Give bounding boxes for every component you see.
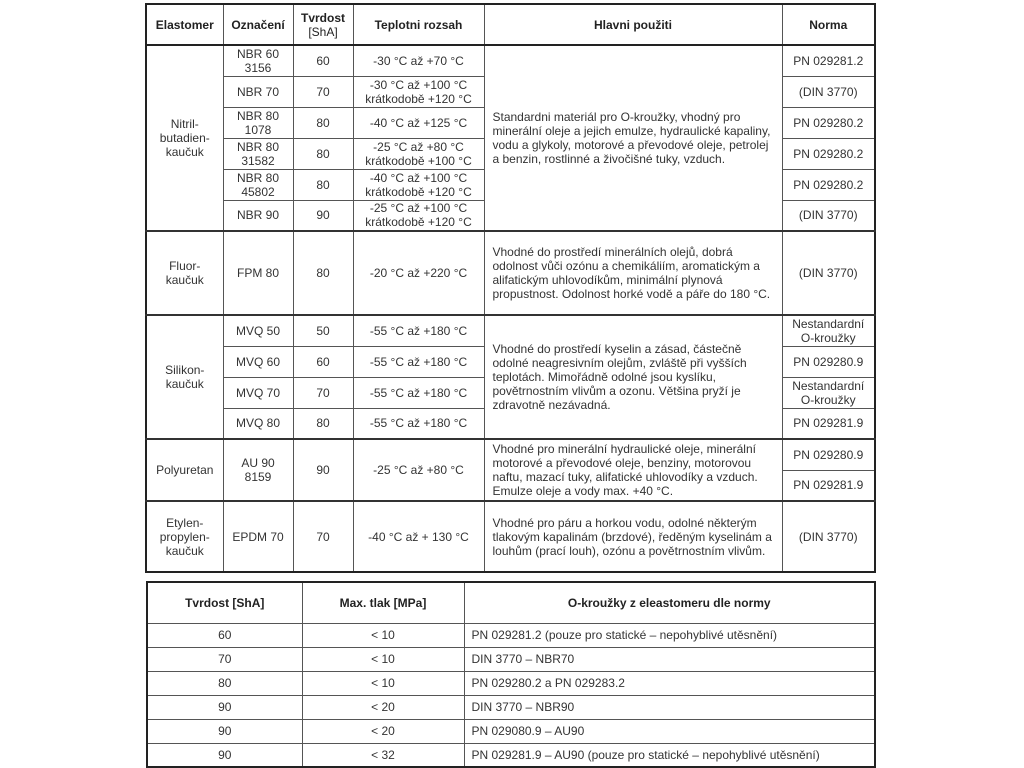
- pressure-table-body: [147, 623, 875, 767]
- norma-cell: PN 029280.9: [782, 439, 875, 470]
- teplota-cell: -55 °C až +180 °C: [353, 346, 484, 377]
- teplota-cell: -25 °C až +80 °C: [353, 439, 484, 501]
- header-o-krouzky-norma: O-kroužky z eleastomeru dle normy: [464, 582, 875, 623]
- tvrdost-cell: 70: [293, 76, 353, 107]
- norma-cell: PN 029281.2 (pouze pro statické – nepohyblivé utěsnění): [464, 623, 875, 647]
- norma-cell: PN 029280.2 a PN 029283.2: [464, 671, 875, 695]
- oznaceni-cell: MVQ 60: [223, 346, 293, 377]
- tvrdost-cell: 90: [147, 719, 302, 743]
- tvrdost-cell: 90: [293, 200, 353, 231]
- max-tlak-cell: < 10: [302, 623, 464, 647]
- table-row: [146, 439, 875, 470]
- elastomer-table-header: [146, 4, 875, 45]
- teplota-cell: -55 °C až +180 °C: [353, 377, 484, 408]
- header-tvrdost: [293, 4, 353, 45]
- elastomer-cell: Fluor- kaučuk: [146, 231, 223, 315]
- table-row: [147, 671, 875, 695]
- oznaceni-cell: NBR 80 45802: [223, 169, 293, 200]
- elastomer-table: [145, 3, 876, 573]
- tvrdost-cell: 90: [147, 695, 302, 719]
- header-pouziti: Hlavni použiti: [484, 4, 782, 45]
- tvrdost-cell: 80: [293, 138, 353, 169]
- table-row: [147, 647, 875, 671]
- table-row: [147, 623, 875, 647]
- tvrdost-cell: 60: [147, 623, 302, 647]
- table-row: [146, 315, 875, 346]
- norma-cell: PN 029280.2: [782, 138, 875, 169]
- tvrdost-cell: 80: [293, 231, 353, 315]
- max-tlak-cell: < 32: [302, 743, 464, 767]
- norma-cell: PN 029281.9: [782, 408, 875, 439]
- oznaceni-cell: NBR 90: [223, 200, 293, 231]
- teplota-cell: -40 °C až +125 °C: [353, 107, 484, 138]
- tvrdost-cell: 50: [293, 315, 353, 346]
- elastomer-cell: Nitril- butadien- kaučuk: [146, 45, 223, 231]
- teplota-cell: -25 °C až +80 °C krátkodobě +100 °C: [353, 138, 484, 169]
- norma-cell: (DIN 3770): [782, 501, 875, 572]
- header-elastomer: Elastomer: [146, 4, 223, 45]
- oznaceni-cell: NBR 80 31582: [223, 138, 293, 169]
- norma-cell: PN 029280.2: [782, 169, 875, 200]
- norma-cell: PN 029080.9 – AU90: [464, 719, 875, 743]
- norma-cell: PN 029280.9: [782, 346, 875, 377]
- tvrdost-cell: 90: [147, 743, 302, 767]
- tvrdost-cell: 80: [293, 169, 353, 200]
- norma-cell: Nestandardní O-kroužky: [782, 315, 875, 346]
- pressure-table: [146, 581, 876, 768]
- tvrdost-cell: 70: [293, 377, 353, 408]
- table-row: [146, 45, 875, 76]
- tvrdost-cell: 60: [293, 45, 353, 76]
- pouziti-cell: Vhodné pro minerální hydraulické oleje, minerální motorové a převodové oleje, benziny, motorovou naftu, mazací tuky, alifatické uhlovodíky a vzduch. Emulze oleje a vody max. +40 °C.: [484, 439, 782, 501]
- teplota-cell: -55 °C až +180 °C: [353, 408, 484, 439]
- header-tvrdost-sha: Tvrdost [ShA]: [147, 582, 302, 623]
- oznaceni-cell: MVQ 80: [223, 408, 293, 439]
- elastomer-table-body: [146, 45, 875, 572]
- tvrdost-cell: 60: [293, 346, 353, 377]
- table-row: [146, 501, 875, 572]
- header-oznaceni: Označení: [223, 4, 293, 45]
- norma-cell: PN 029280.2: [782, 107, 875, 138]
- tvrdost-cell: 80: [293, 107, 353, 138]
- table-row: [147, 695, 875, 719]
- elastomer-cell: Etylen- propylen- kaučuk: [146, 501, 223, 572]
- header-tvrdost-label: Tvrdost: [300, 10, 345, 25]
- teplota-cell: -55 °C až +180 °C: [353, 315, 484, 346]
- teplota-cell: -25 °C až +100 °C krátkodobě +120 °C: [353, 200, 484, 231]
- pouziti-cell: Vhodné do prostředí minerálních olejů, dobrá odolnost vůči ozónu a chemikáliím, aromatickým a alifatickým uhlovodíkům, minimální plynová propustnost. Odolnost horké vodě a páře do 180 °C.: [484, 231, 782, 315]
- tvrdost-cell: 70: [147, 647, 302, 671]
- oznaceni-cell: NBR 70: [223, 76, 293, 107]
- norma-cell: (DIN 3770): [782, 231, 875, 315]
- header-teplota: Teplotni rozsah: [353, 4, 484, 45]
- elastomer-cell: Silikon- kaučuk: [146, 315, 223, 439]
- teplota-cell: -30 °C až +100 °C krátkodobě +120 °C: [353, 76, 484, 107]
- max-tlak-cell: < 10: [302, 647, 464, 671]
- oznaceni-cell: EPDM 70: [223, 501, 293, 572]
- tvrdost-cell: 90: [293, 439, 353, 501]
- teplota-cell: -40 °C až +100 °C krátkodobě +120 °C: [353, 169, 484, 200]
- max-tlak-cell: < 20: [302, 719, 464, 743]
- header-max-tlak: Max. tlak [MPa]: [302, 582, 464, 623]
- tvrdost-cell: 80: [293, 408, 353, 439]
- oznaceni-cell: NBR 80 1078: [223, 107, 293, 138]
- tvrdost-cell: 80: [147, 671, 302, 695]
- max-tlak-cell: < 20: [302, 695, 464, 719]
- oznaceni-cell: MVQ 50: [223, 315, 293, 346]
- header-tvrdost-unit: [ShA]: [308, 24, 338, 39]
- norma-cell: PN 029281.9 – AU90 (pouze pro statické – nepohyblivé utěsnění): [464, 743, 875, 767]
- norma-cell: (DIN 3770): [782, 76, 875, 107]
- elastomer-cell: Polyuretan: [146, 439, 223, 501]
- norma-cell: (DIN 3770): [782, 200, 875, 231]
- norma-cell: PN 029281.2: [782, 45, 875, 76]
- pouziti-cell: Vhodné pro páru a horkou vodu, odolné některým tlakovým kapalinám (brzdové), ředěným kyselinám a louhům (prací louh), ozónu a povětrnostním vlivům.: [484, 501, 782, 572]
- oznaceni-cell: AU 90 8159: [223, 439, 293, 501]
- norma-cell: Nestandardní O-kroužky: [782, 377, 875, 408]
- teplota-cell: -40 °C až + 130 °C: [353, 501, 484, 572]
- teplota-cell: -30 °C až +70 °C: [353, 45, 484, 76]
- table-row: [147, 719, 875, 743]
- table-row: [147, 743, 875, 767]
- table-row: [146, 231, 875, 315]
- pressure-table-header: [147, 582, 875, 623]
- pouziti-cell: Vhodné do prostředí kyselin a zásad, částečně odolné neagresivním olejům, zvláště při vyšších teplotách. Mimořádně odolné jsou kyslíku, povětrnostním vlivům a ozonu. Většina pryží je zdravotně nezávadná.: [484, 315, 782, 439]
- teplota-cell: -20 °C až +220 °C: [353, 231, 484, 315]
- header-norma: Norma: [782, 4, 875, 45]
- oznaceni-cell: MVQ 70: [223, 377, 293, 408]
- norma-cell: DIN 3770 – NBR70: [464, 647, 875, 671]
- max-tlak-cell: < 10: [302, 671, 464, 695]
- oznaceni-cell: NBR 60 3156: [223, 45, 293, 76]
- pouziti-cell: Standardni materiál pro O-kroužky, vhodný pro minerální oleje a jejich emulze, hydraulické kapaliny, vodu a glykoly, motorové a převodové oleje, petrolej a benzin, rostlinné a živočišné tuky, vzduch.: [484, 45, 782, 231]
- norma-cell: DIN 3770 – NBR90: [464, 695, 875, 719]
- tvrdost-cell: 70: [293, 501, 353, 572]
- norma-cell: PN 029281.9: [782, 470, 875, 501]
- oznaceni-cell: FPM 80: [223, 231, 293, 315]
